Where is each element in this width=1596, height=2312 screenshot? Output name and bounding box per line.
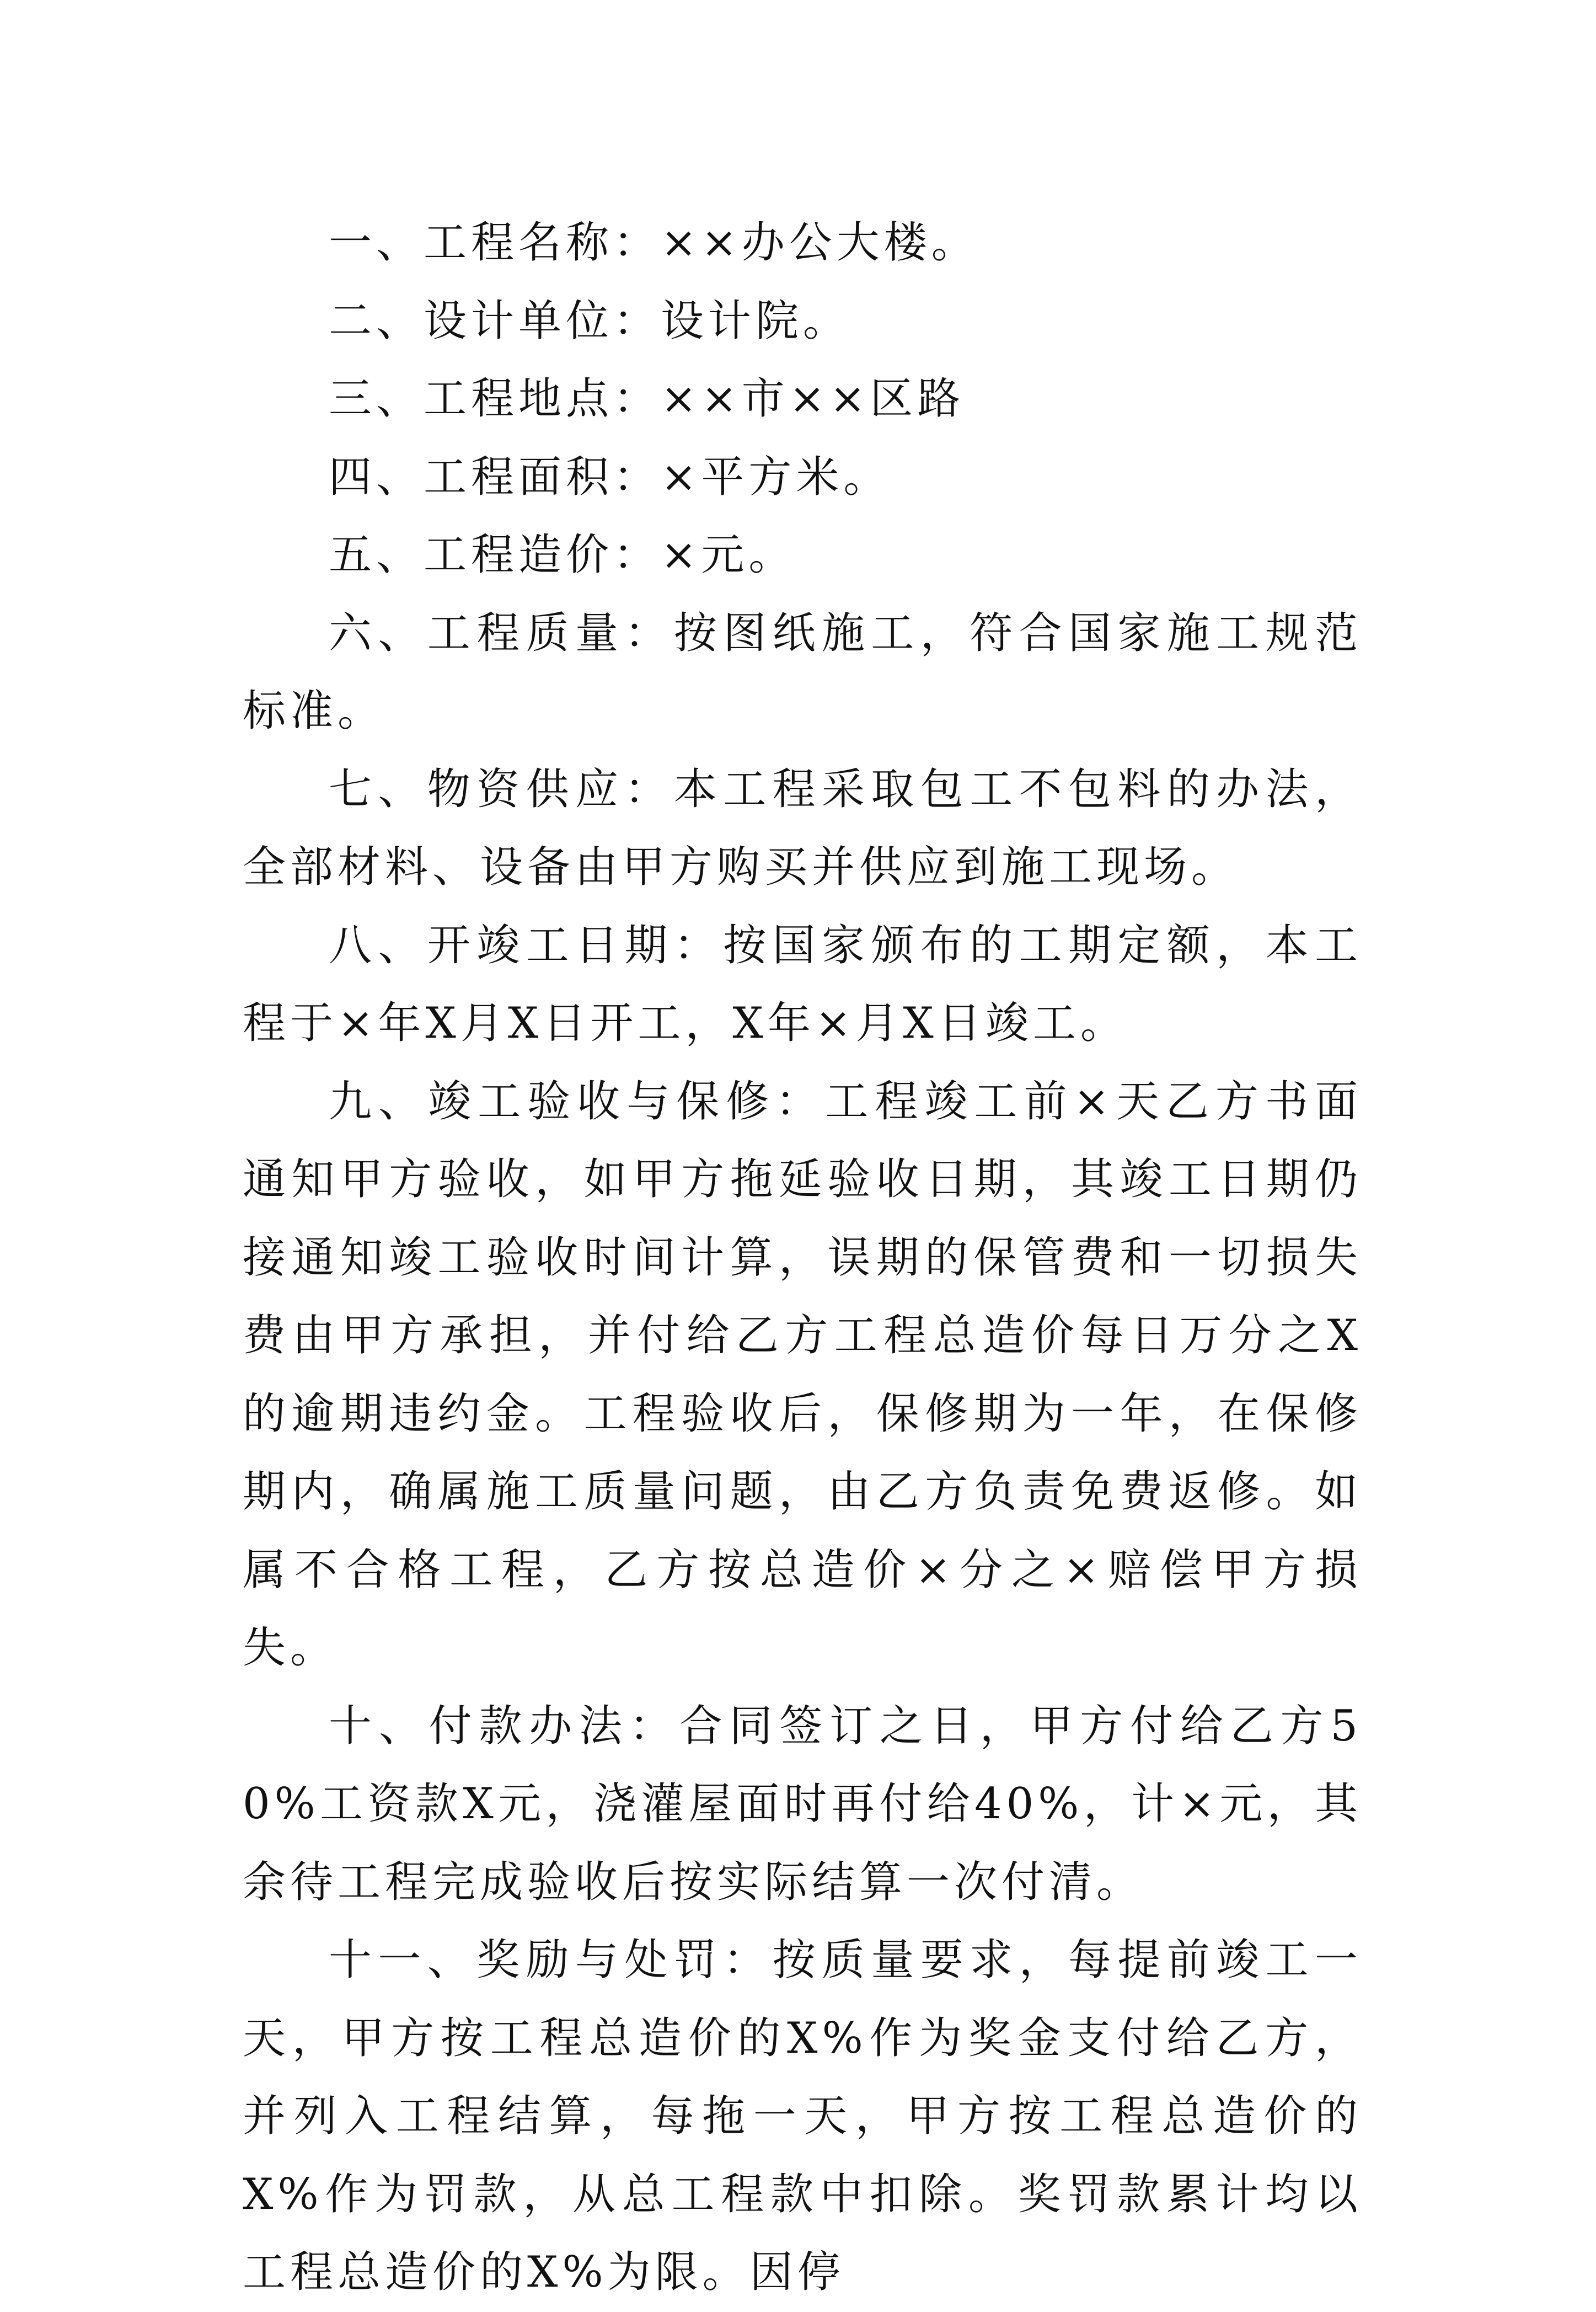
clause-project-cost: 五、工程造价：×元。 xyxy=(329,530,796,580)
clause-acceptance-warranty: 九、竣工验收与保修：工程竣工前×天乙方书面通知甲方验收，如甲方拖延验收日期，其竣工日期仍接通知竣工验收时间计算，误期的保管费和一切损失费由甲方承担，并付给乙方工程总造价每日万分之X的逾期违约金。工程验收后，保修期为一年，在保修期内，确属施工质量问题，由乙方负责免费返修。如属不合格工程，乙方按总造价×分之×赔偿甲方损失。 xyxy=(243,1076,1362,1673)
clause-project-area: 四、工程面积：×平方米。 xyxy=(329,452,891,502)
clause-project-name: 一、工程名称：××办公大楼。 xyxy=(329,218,979,268)
clause-schedule: 八、开竣工日期：按国家颁布的工期定额，本工程于×年X月X日开工，X年×月X日竣工。 xyxy=(243,920,1362,1048)
clause-reward-penalty: 十一、奖励与处罚：按质量要求，每提前竣工一天，甲方按工程总造价的X%作为奖金支付给乙方，并列入工程结算，每拖一天，甲方按工程总造价的X%作为罚款，从总工程款中扣除。奖罚款累计均以工程总造价的X%为限。因停 xyxy=(243,1935,1362,2297)
clause-payment: 十、付款办法：合同签订之日，甲方付给乙方50%工资款X元，浇灌屋面时再付给40%，计×元，其余待工程完成验收后按实际结算一次付清。 xyxy=(243,1701,1362,1907)
clause-design-unit: 二、设计单位：设计院。 xyxy=(329,296,851,346)
document-body xyxy=(243,204,1362,2312)
clause-project-quality: 六、工程质量：按图纸施工，符合国家施工规范标准。 xyxy=(243,608,1362,736)
clause-material-supply: 七、物资供应：本工程采取包工不包料的办法，全部材料、设备由甲方购买并供应到施工现场。 xyxy=(243,764,1362,892)
clause-project-location: 三、工程地点：××市××区路 xyxy=(329,374,965,424)
